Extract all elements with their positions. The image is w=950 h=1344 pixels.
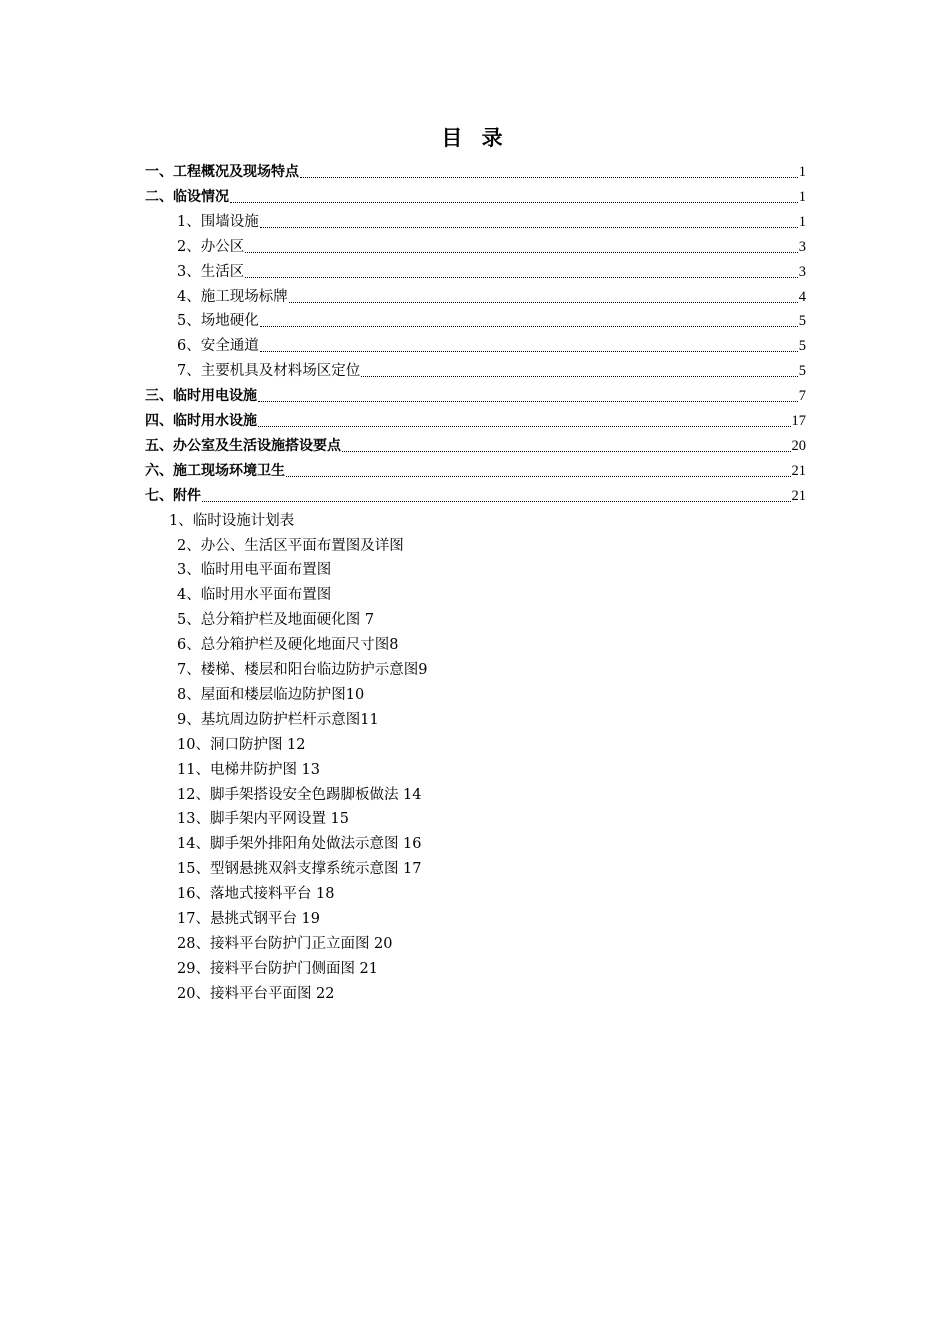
toc-dot-leader (258, 400, 798, 402)
toc-entry-label: 6、安全通道 (177, 338, 259, 355)
toc-entry-label: 5、总分箱护栏及地面硬化图 7 (177, 612, 375, 629)
toc-entry[interactable] (177, 558, 331, 582)
toc-entry[interactable] (177, 957, 378, 981)
toc-entry-label: 17、悬挑式钢平台 19 (177, 911, 321, 927)
toc-entry-page-number: 5 (798, 363, 806, 380)
toc-entry[interactable] (177, 285, 806, 309)
toc-entry[interactable] (145, 409, 806, 433)
toc-entry-label: 7、主要机具及材料场区定位 (177, 363, 361, 380)
toc-entry-page-number: 1 (798, 164, 806, 180)
toc-entry-label: 20、接料平台平面图 22 (177, 985, 335, 1002)
toc-entry[interactable] (177, 633, 398, 657)
toc-entry[interactable] (177, 783, 422, 807)
toc-entry-label: 七、附件 (145, 487, 201, 504)
toc-entry[interactable] (145, 160, 806, 184)
toc-entry-label: 14、脚手架外排阳角处做法示意图 16 (177, 836, 422, 853)
toc-entry-label: 12、脚手架搭设安全色踢脚板做法 14 (177, 786, 422, 803)
toc-entry-label: 一、工程概况及现场特点 (145, 164, 299, 180)
toc-dot-leader (202, 500, 791, 502)
toc-entry[interactable] (177, 334, 806, 358)
toc-entry-label: 2、办公、生活区平面布置图及详图 (177, 537, 404, 554)
toc-entry[interactable] (177, 982, 335, 1006)
toc-entry-label: 15、型钢悬挑双斜支撑系统示意图 17 (177, 861, 422, 878)
toc-entry[interactable] (145, 459, 806, 483)
toc-entry-label: 五、办公室及生活设施搭设要点 (145, 437, 341, 454)
toc-entry-page-number: 17 (791, 413, 806, 429)
toc-entry-label: 28、接料平台防护门正立面图 20 (177, 935, 393, 952)
toc-entry-label: 四、临时用水设施 (145, 413, 257, 429)
toc-entry-page-number: 1 (798, 188, 806, 205)
toc-entry[interactable] (177, 857, 422, 881)
toc-entry[interactable] (177, 683, 364, 707)
toc-entry-label: 7、楼梯、楼层和阳台临边防护示意图9 (177, 662, 428, 678)
toc-entry-page-number: 21 (791, 487, 806, 504)
toc-entry[interactable] (145, 484, 806, 508)
toc-dot-leader (286, 475, 791, 477)
toc-dot-leader (260, 325, 798, 327)
toc-entry[interactable] (177, 583, 331, 607)
toc-entry-label: 4、施工现场标牌 (177, 288, 288, 305)
toc-entry-label: 3、生活区 (177, 263, 245, 280)
toc-entry[interactable] (177, 733, 306, 757)
toc-entry[interactable] (177, 758, 320, 782)
toc-entry-label: 2、办公区 (177, 238, 245, 255)
toc-entry[interactable] (177, 832, 422, 856)
toc-entry[interactable] (177, 235, 806, 259)
toc-entry[interactable] (177, 534, 404, 558)
toc-entry-page-number: 3 (798, 238, 806, 255)
toc-entry-label: 11、电梯井防护图 13 (177, 761, 321, 778)
toc-entry-label: 三、临时用电设施 (145, 388, 257, 405)
toc-entry[interactable] (177, 907, 320, 931)
toc-entry-page-number: 20 (791, 437, 806, 454)
toc-entry-page-number: 1 (798, 213, 806, 230)
toc-entry-label: 二、临设情况 (145, 188, 229, 205)
toc-entry[interactable] (177, 309, 806, 333)
toc-entry-page-number: 3 (798, 263, 806, 280)
toc-entry[interactable] (145, 434, 806, 458)
toc-dot-leader (361, 375, 798, 377)
toc-entry[interactable] (177, 608, 374, 632)
toc-entry-page-number: 4 (798, 288, 806, 305)
toc-dot-leader (260, 350, 798, 352)
toc-entry-label: 13、脚手架内平网设置 15 (177, 811, 350, 828)
toc-dot-leader (230, 201, 798, 203)
toc-entry-label: 1、围墙设施 (177, 213, 259, 230)
toc-entry-page-number: 21 (791, 462, 806, 479)
toc-entry-label: 4、临时用水平面布置图 (177, 587, 332, 604)
toc-entry[interactable] (177, 260, 806, 284)
toc-dot-leader (289, 301, 798, 303)
toc-entry-label: 3、临时用电平面布置图 (177, 562, 332, 579)
toc-entry[interactable] (145, 384, 806, 408)
toc-entry[interactable] (177, 882, 335, 906)
toc-dot-leader (258, 425, 791, 427)
toc-entry-label: 16、落地式接料平台 18 (177, 886, 335, 903)
toc-entry[interactable] (177, 807, 349, 831)
toc-entry-label: 6、总分箱护栏及硬化地面尺寸图8 (177, 637, 399, 654)
toc-entry-label: 9、基坑周边防护栏杆示意图11 (177, 711, 379, 728)
toc-entry-page-number: 5 (798, 338, 806, 355)
toc-entry-page-number: 7 (798, 388, 806, 405)
toc-entry[interactable] (177, 932, 393, 956)
toc-entry-label: 5、场地硬化 (177, 313, 259, 330)
toc-entry-label: 六、施工现场环境卫生 (145, 462, 285, 479)
toc-entry[interactable] (177, 210, 806, 234)
toc-entry[interactable] (177, 359, 806, 383)
toc-entry-label: 1、临时设施计划表 (169, 512, 295, 529)
toc-entry[interactable] (169, 509, 294, 533)
toc-dot-leader (245, 251, 798, 253)
toc-dot-leader (300, 176, 798, 178)
toc-dot-leader (245, 276, 798, 278)
toc-entry-page-number: 5 (798, 313, 806, 330)
toc-entry[interactable] (145, 185, 806, 209)
page-title: 目 录 (441, 126, 509, 150)
toc-dot-leader (260, 226, 798, 228)
toc-entry-label: 29、接料平台防护门侧面图 21 (177, 960, 379, 977)
toc-entry[interactable] (177, 658, 427, 682)
toc-entry-label: 10、洞口防护图 12 (177, 736, 306, 753)
toc-entry[interactable] (177, 708, 379, 732)
toc-entry-label: 8、屋面和楼层临边防护图10 (177, 686, 365, 703)
toc-dot-leader (342, 450, 791, 452)
